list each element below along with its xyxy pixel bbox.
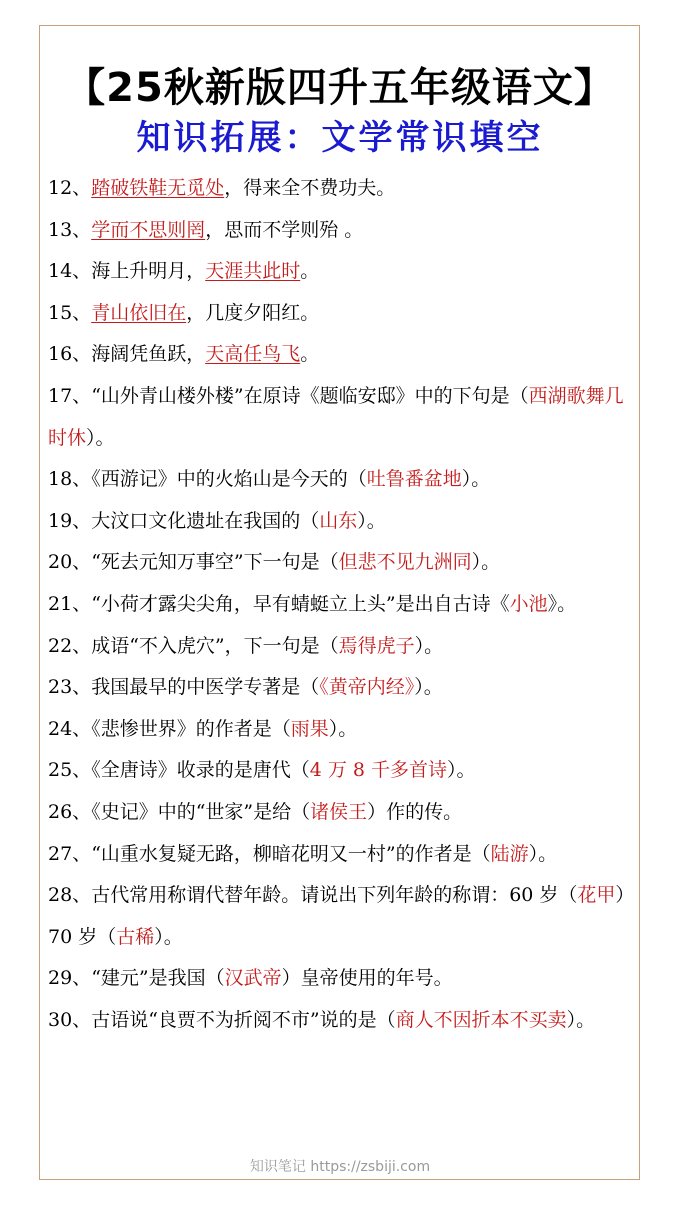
- question-text: ）。: [357, 509, 386, 532]
- question-text: 《全唐诗》收录的是唐代（: [91, 759, 310, 782]
- question-item: [48, 334, 634, 376]
- question-number: 21、: [48, 592, 92, 615]
- question-item: [48, 667, 634, 709]
- answer-text: 焉得虎子: [338, 634, 415, 657]
- answer-text: 花甲: [577, 884, 616, 907]
- question-item: [48, 584, 634, 626]
- answer-text: 《黄帝内经》: [319, 676, 415, 699]
- question-item: [48, 1000, 634, 1042]
- answer-text: 天高任鸟飞: [205, 343, 301, 366]
- question-item: [48, 251, 634, 293]
- question-text: 《悲惨世界》的作者是（: [91, 717, 291, 740]
- question-text: 海上升明月，: [91, 260, 206, 283]
- question-text: ）。: [154, 925, 183, 948]
- question-item: [48, 626, 634, 668]
- question-number: 27、: [48, 842, 92, 865]
- question-text: 。: [300, 343, 320, 366]
- question-number: 30、: [48, 1008, 92, 1031]
- page-subtitle: 知识拓展：文学常识填空: [136, 118, 544, 158]
- question-item: [48, 501, 634, 543]
- question-number: 19、: [48, 509, 92, 532]
- question-number: 20、: [48, 551, 92, 574]
- question-item: [48, 750, 634, 792]
- question-text: 《史记》中的“世家”是给（: [91, 800, 311, 823]
- answer-text: 汉武帝: [224, 967, 282, 990]
- question-text: ）70 岁（: [48, 884, 625, 948]
- answer-text: 小池: [509, 592, 548, 615]
- question-item: [48, 376, 634, 459]
- question-number: 12、: [48, 177, 92, 199]
- answer-text: 西湖歌舞几时休: [48, 384, 624, 449]
- question-text: “小荷才露尖尖角，早有蜻蜓立上头”是出自古诗《: [91, 592, 510, 615]
- question-item: [48, 875, 634, 958]
- question-number: 13、: [48, 218, 92, 241]
- question-item: [48, 168, 634, 210]
- question-text: “山重水复疑无路，柳暗花明又一村”的作者是（: [91, 842, 491, 865]
- question-item: [48, 834, 634, 876]
- answer-text: 学而不思则罔: [91, 218, 206, 241]
- page-title: 【25秋新版四升五年级语文】: [65, 65, 615, 111]
- question-text: ）。: [447, 759, 476, 782]
- answer-text: 诸侯王: [310, 800, 368, 823]
- question-text: ，几度夕阳红。: [186, 301, 320, 324]
- answer-text: 雨果: [290, 717, 329, 740]
- question-number: 25、: [48, 759, 92, 782]
- question-text: ）。: [414, 676, 443, 699]
- question-text: ）皇帝使用的年号。: [281, 967, 453, 990]
- question-number: 23、: [48, 676, 92, 699]
- question-text: ）。: [471, 551, 501, 574]
- question-text: ）作的传。: [367, 800, 463, 823]
- question-text: 。: [300, 260, 320, 283]
- question-text: 》。: [547, 592, 577, 615]
- question-number: 26、: [48, 800, 92, 823]
- question-text: ，思而不学则殆 。: [205, 218, 364, 241]
- question-text: ）。: [414, 634, 444, 657]
- question-number: 18、: [48, 468, 92, 491]
- question-text: 成语“不入虎穴”，下一句是（: [91, 634, 339, 657]
- question-number: 28、: [48, 884, 92, 907]
- question-number: 29、: [48, 967, 92, 990]
- question-text: ）。: [461, 468, 491, 491]
- question-text: ）。: [528, 842, 558, 865]
- question-number: 24、: [48, 717, 92, 740]
- answer-text: 青山依旧在: [91, 301, 187, 324]
- answer-text: 古稀: [116, 925, 155, 948]
- question-item: [48, 792, 634, 834]
- answer-text: 陆游: [490, 842, 529, 865]
- question-text: 海阔凭鱼跃，: [91, 343, 206, 366]
- question-text: ）。: [566, 1008, 596, 1031]
- answer-text: 但悲不见九洲同: [338, 551, 472, 574]
- question-text: ，得来全不费功夫。: [224, 177, 396, 199]
- answer-text: 天涯共此时: [205, 260, 301, 283]
- answer-text: 山东: [319, 509, 358, 532]
- question-text: “山外青山楼外楼”在原诗《题临安邸》中的下句是（: [91, 384, 529, 407]
- question-text: 大汶口文化遗址在我国的（: [91, 509, 320, 532]
- answer-text: 商人不因折本不买卖: [395, 1008, 567, 1031]
- question-item: [48, 293, 634, 335]
- question-item: [48, 542, 634, 584]
- question-item: [48, 459, 634, 501]
- question-list: [48, 168, 634, 1041]
- footer-watermark: 知识笔记 https://zsbiji.com: [249, 1159, 431, 1175]
- question-text: 古语说“良贾不为折阅不市”说的是（: [91, 1008, 396, 1031]
- question-text: 我国最早的中医学专著是（: [91, 676, 320, 699]
- question-text: ）。: [328, 717, 358, 740]
- question-number: 15、: [48, 301, 92, 324]
- answer-text: 4 万 8 千多首诗: [309, 759, 447, 782]
- answer-text: 吐鲁番盆地: [366, 468, 462, 491]
- question-number: 17、: [48, 384, 92, 407]
- question-item: [48, 210, 634, 252]
- question-item: [48, 709, 634, 751]
- question-number: 22、: [48, 634, 92, 657]
- question-text: ）。: [86, 426, 115, 449]
- question-text: “建元”是我国（: [91, 967, 225, 990]
- question-number: 16、: [48, 343, 92, 366]
- question-number: 14、: [48, 260, 92, 283]
- question-text: “死去元知万事空”下一句是（: [91, 551, 339, 574]
- question-item: [48, 958, 634, 1000]
- question-text: 《西游记》中的火焰山是今天的（: [91, 468, 367, 491]
- question-text: 古代常用称谓代替年龄。请说出下列年龄的称谓：60 岁（: [91, 884, 578, 907]
- answer-text: 踏破铁鞋无觅处: [91, 177, 225, 199]
